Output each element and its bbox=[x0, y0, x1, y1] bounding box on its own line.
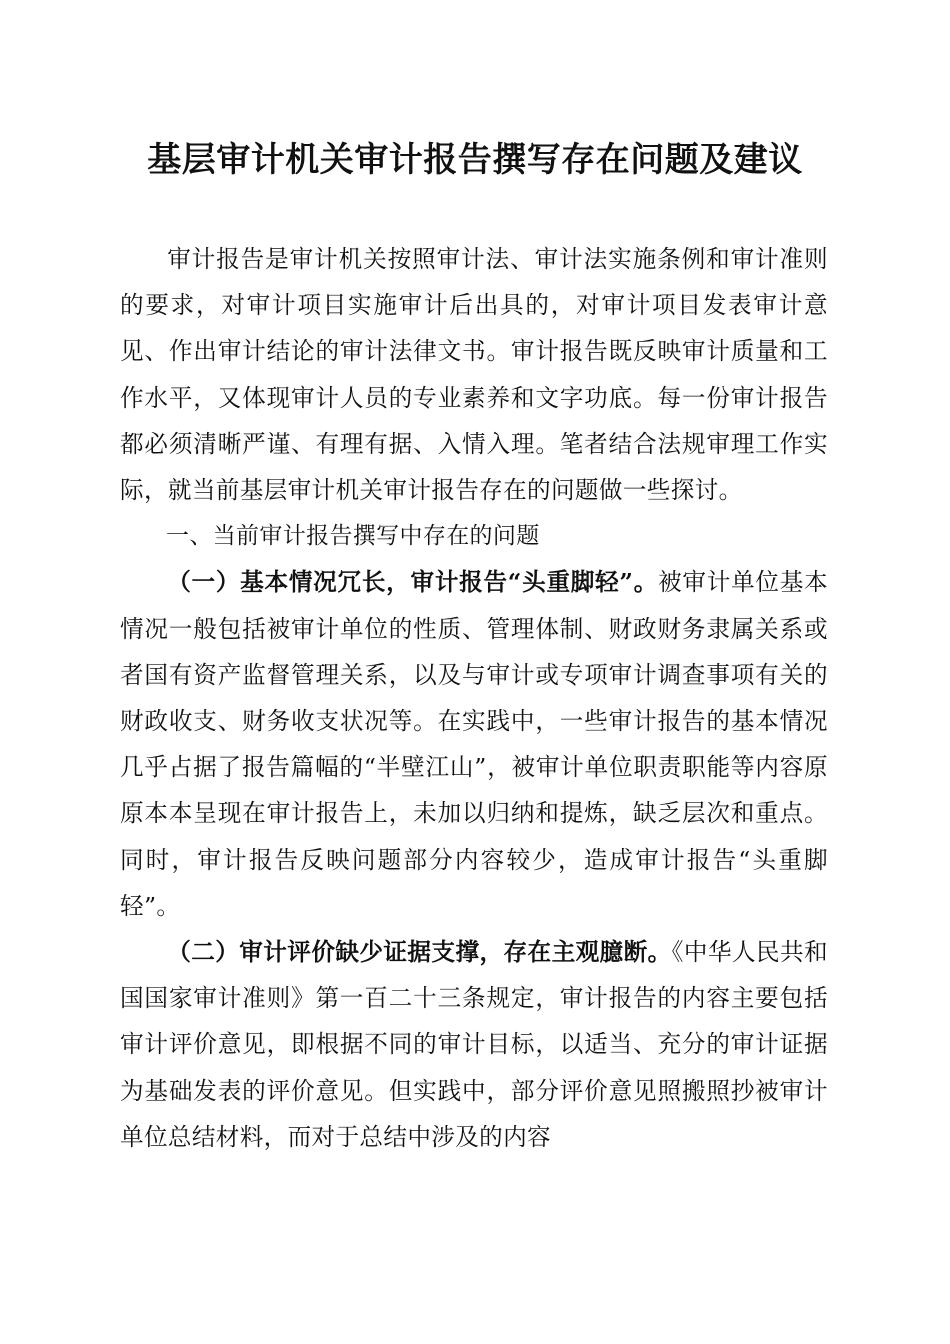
document-title: 基层审计机关审计报告撰写存在问题及建议 bbox=[147, 140, 803, 180]
intro-paragraph: 审计报告是审计机关按照审计法、审计法实施条例和审计准则的要求，对审计项目实施审计后出具的，对审计项目发表审计意见、作出审计结论的审计法律文书。审计报告既反映审计质量和工作水平，又体现审计人员的专业素养和文字功底。每一份审计报告都必须清晰严谨、有理有据、入情入理。笔者结合法规审理工作实际，就当前基层审计机关审计报告存在的问题做一些探讨。 bbox=[120, 245, 828, 505]
item-2-paragraph bbox=[120, 929, 828, 1160]
document-body bbox=[120, 236, 828, 1160]
item-2-lead: （二）审计评价缺少证据支撑，存在主观臆断。 bbox=[167, 938, 672, 967]
item-1-text: 被审计单位基本情况一般包括被审计单位的性质、管理体制、财政财务隶属关系或者国有资产监督管理关系，以及与审计或专项审计调查事项有关的财政收支、财务收支状况等。在实践中，一些审计报告的基本情况几乎占据了报告篇幅的“半壁江山”，被审计单位职责职能等内容原原本本呈现在审计报告上，未加以归纳和提炼，缺乏层次和重点。同时，审计报告反映问题部分内容较少，造成审计报告“头重脚轻”。 bbox=[120, 568, 828, 920]
item-1-lead: （一）基本情况冗长，审计报告“头重脚轻”。 bbox=[167, 568, 659, 597]
item-1-paragraph bbox=[120, 559, 828, 929]
item-2-text: 《中华人民共和国国家审计准则》第一百二十三条规定，审计报告的内容主要包括审计评价意见，即根据不同的审计目标，以适当、充分的审计证据为基础发表的评价意见。但实践中，部分评价意见照搬照抄被审计单位总结材料，而对于总结中涉及的内容 bbox=[120, 938, 828, 1151]
section-heading-1: 一、当前审计报告撰写中存在的问题 bbox=[166, 523, 540, 550]
